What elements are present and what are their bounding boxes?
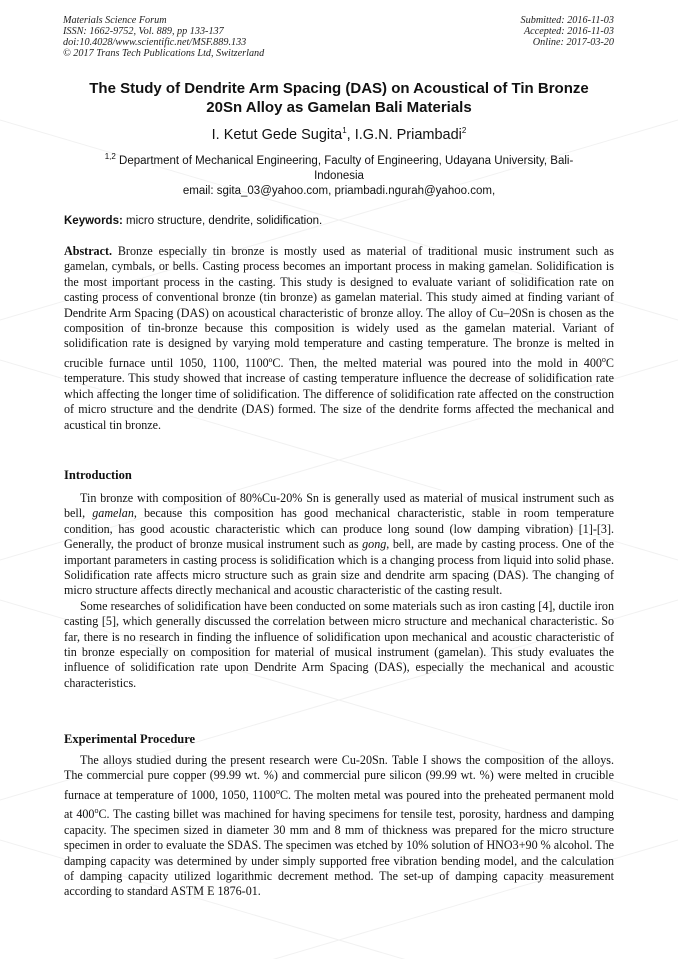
abstract-label: Abstract. bbox=[64, 244, 113, 258]
introduction-paragraph-2: Some researches of solidification have been conducted on some materials such as iron casting [4], ductile iron casting [5], which generally discussed the correlation between micro structure and mechanical characteristic. So far, there is no research in finding the influence of solidification upon mechanical and acoustic characteristic of tin bronze especially on composition for material of musical instrument (gamelan). This study evaluates the influence of solidification rate upon Dendrite Arm Spacing (DAS), especially the mechanical and acoustic characteristics. bbox=[64, 598, 614, 690]
journal-name: Materials Science Forum bbox=[63, 15, 167, 26]
online-date: Online: 2017-03-20 bbox=[532, 37, 614, 48]
keywords bbox=[64, 214, 322, 228]
publication-dates bbox=[521, 15, 614, 48]
experimental-body bbox=[64, 753, 614, 900]
keywords-text: micro structure, dendrite, solidification. bbox=[122, 215, 323, 227]
author-2-affil-mark: 2 bbox=[461, 126, 467, 135]
exp-text-2: C. The molten metal was poured into the preheated permanent mold at 400 bbox=[64, 787, 614, 822]
affiliation-mark: 1,2 bbox=[104, 152, 116, 161]
author-separator: , bbox=[346, 126, 355, 143]
submitted-date: Submitted: 2016-11-03 bbox=[520, 15, 614, 26]
keywords-label: Keywords: bbox=[64, 215, 123, 227]
affiliation bbox=[88, 149, 590, 184]
experimental-heading: Experimental Procedure bbox=[64, 732, 196, 746]
intro-p1-text-e: , bell, are made by casting process. One of the important parameters in casting process is solidification which is a changing process from liquid into solid phase. Solidification rate affects micro structure such as grain size and dendrite arm spacing (DAS). The changing of micro structure affects directly mechanical and acoustic characteristic of the casting result. bbox=[64, 537, 614, 598]
author-1-affil-mark: 1 bbox=[342, 126, 347, 135]
abstract-degree-sup: o bbox=[601, 354, 606, 364]
exp-degree-sup-1: o bbox=[275, 786, 280, 796]
intro-p1-text-a: Tin bronze with composition of 80%Cu-20% Sn is generally used as material of musical instrument such as bell, bbox=[64, 491, 614, 521]
introduction-body bbox=[64, 491, 614, 691]
title-line-2: 20Sn Alloy as Gamelan Bali Materials bbox=[206, 98, 472, 116]
title-line-1: The Study of Dendrite Arm Spacing (DAS) on Acoustical of Tin Bronze bbox=[89, 80, 589, 97]
introduction-paragraph-1 bbox=[64, 491, 614, 599]
exp-text-3: C. The casting billet was machined for having specimens for tensile test, porosity, hardness and damping capacity. The specimen sized in diameter 30 mm and 8 mm of thickness was prepared for the micro structure specimen in order to evaluate the SDAS. The specimen was etched by 10% solution of HNO3+90 % alcohol. The damping capacity was determined by under simply supported free vibration bending model, and the calculation of damping capacity utilized logarithmic decrement method. The set-up of damping capacity measurement according to standard ASTM E 1876-01. bbox=[64, 807, 614, 899]
exp-degree-sup-2: o bbox=[94, 806, 99, 816]
author-list bbox=[50, 122, 628, 144]
paper-title bbox=[50, 80, 628, 117]
abstract bbox=[64, 244, 614, 433]
abstract-text-2: C temperature. This study showed that increase of casting temperature influence the decrease of solidification rate which affecting the longer time of solidification. The difference of solidification rate affected on the construction of micro structure and the dendrite (DAS) formed. The size of the dendrite forms affected the mechanical and acustical tin bronze. bbox=[64, 355, 614, 432]
journal-info bbox=[63, 15, 264, 59]
journal-issn: ISSN: 1662-9752, Vol. 889, pp 133-137 bbox=[63, 26, 224, 37]
author-2: I.G.N. Priambadi bbox=[354, 126, 462, 143]
exp-text-1: The alloys studied during the present research were Cu-20Sn. Table I shows the composition of the alloys. The commercial pure copper (99.99 wt. %) and commercial pure silicon (99.99 wt. %) were melted in crucible furnace at temperature of 1000, 1050, 1100 bbox=[64, 753, 614, 802]
journal-doi[interactable]: doi:10.4028/www.scientific.net/MSF.889.133 bbox=[63, 37, 247, 48]
intro-p1-gamelan: gamelan bbox=[92, 506, 134, 521]
abstract-text-1: Bronze especially tin bronze is mostly used as material of traditional music instrument such as gamelan, cymbals, or bells. Casting process becomes an important process in making gamelan. Solidification is the most important process in the casting. This study is designed to evaluate variant of solidification rate on casting process of conventional bronze (tin bronze) as gamelan material. This study aimed at finding variant of Dendrite Arm Spacing (DAS) on acoustical characteristic of bronze alloy. The alloy of Cu–20Sn is chosen as the composition of tin-bronze because this composition is widely used as the gamelan material. Variant of solidification rate is designed by varying mold temperature and casting temperature. The bronze is melted in crucible furnace until 1050, 1100, 1100ºC. Then, the melted material was poured into the mold in 400 bbox=[64, 244, 614, 370]
accepted-date: Accepted: 2016-11-03 bbox=[523, 26, 614, 37]
intro-p1-text-c: , because this composition has good mechanical characteristic, stable in room temperature condition, has good acoustic characteristic which can produce long sound (low damping vibration) [1]-[3]. Generally, the product of bronze musical instrument such as bbox=[64, 506, 614, 552]
author-emails[interactable]: email: sgita_03@yahoo.com, priambadi.ngurah@yahoo.com, bbox=[182, 185, 496, 197]
experimental-paragraph bbox=[64, 753, 614, 900]
affiliation-text: Department of Mechanical Engineering, Faculty of Engineering, Udayana University, Bali-Indonesia bbox=[115, 154, 574, 182]
intro-p1-gong: gong bbox=[362, 537, 387, 552]
journal-copyright: © 2017 Trans Tech Publications Ltd, Switzerland bbox=[63, 48, 265, 59]
introduction-heading: Introduction bbox=[64, 468, 132, 482]
author-1: I. Ketut Gede Sugita bbox=[211, 126, 343, 143]
